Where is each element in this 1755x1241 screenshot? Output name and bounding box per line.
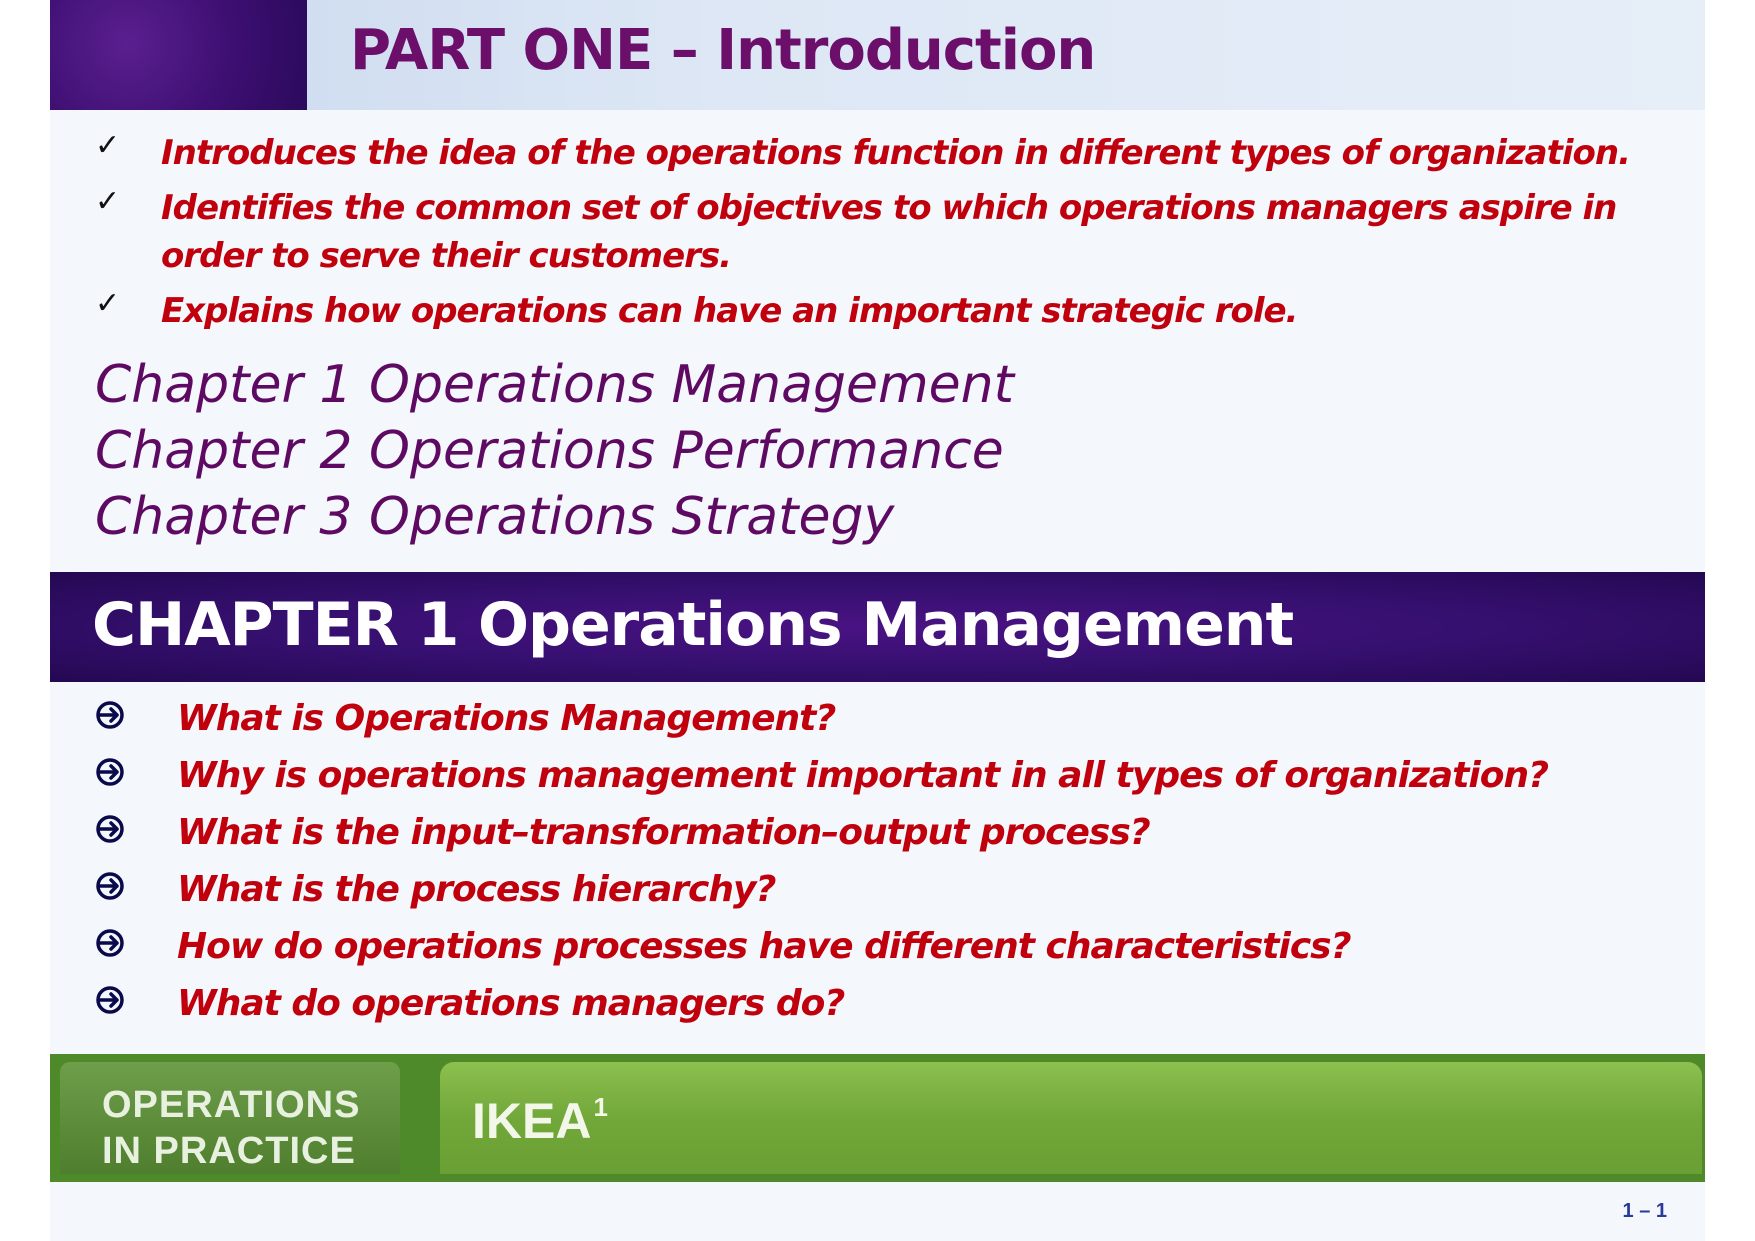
operations-in-practice-title-panel xyxy=(440,1062,1702,1174)
question-text: What is the input–transformation–output process? xyxy=(177,812,1150,853)
chapter-list xyxy=(95,352,1014,550)
question-item xyxy=(95,861,1695,918)
intro-item xyxy=(95,184,1695,280)
footnote-superscript: 1 xyxy=(593,1092,608,1122)
chapter-item: Chapter 1 Operations Management xyxy=(95,355,1014,415)
arrow-right-icon xyxy=(95,985,125,1015)
intro-item xyxy=(95,128,1695,178)
question-item xyxy=(95,804,1695,861)
intro-item-text: Introduces the idea of the operations function in different types of organization. xyxy=(161,133,1630,173)
case-title: IKEA xyxy=(472,1093,592,1149)
operations-in-practice-label xyxy=(102,1082,402,1174)
intro-item xyxy=(95,286,1695,336)
question-text: What do operations managers do? xyxy=(177,983,845,1024)
question-text: What is Operations Management? xyxy=(177,698,836,739)
checkmark-icon: ✓ xyxy=(95,286,121,321)
arrow-right-icon xyxy=(95,700,125,730)
chapter-banner-label: CHAPTER 1 xyxy=(92,590,459,660)
slide xyxy=(50,0,1705,1241)
arrow-right-icon xyxy=(95,757,125,787)
question-item xyxy=(95,690,1695,747)
operations-in-practice-tab xyxy=(60,1062,400,1174)
question-text: How do operations processes have different characteristics? xyxy=(177,926,1351,967)
arrow-right-icon xyxy=(95,871,125,901)
part-title: PART ONE – Introduction xyxy=(350,18,1096,83)
part-header-decoration xyxy=(50,0,307,110)
chapter-banner xyxy=(50,572,1705,682)
operations-in-practice-label-line2: IN PRACTICE xyxy=(102,1130,356,1172)
question-text: What is the process hierarchy? xyxy=(177,869,776,910)
chapter-banner-title: Operations Management xyxy=(478,590,1294,660)
question-item xyxy=(95,918,1695,975)
operations-in-practice-bar xyxy=(50,1054,1705,1182)
arrow-right-icon xyxy=(95,814,125,844)
question-list xyxy=(95,690,1695,1032)
question-item xyxy=(95,975,1695,1032)
intro-item-text: Identifies the common set of objectives to which operations managers aspire in order to serve their customers. xyxy=(161,188,1617,276)
part-header xyxy=(50,0,1705,110)
intro-item-text: Explains how operations can have an important strategic role. xyxy=(161,291,1298,331)
question-item xyxy=(95,747,1695,804)
operations-in-practice-title xyxy=(472,1092,608,1150)
checkmark-icon: ✓ xyxy=(95,184,121,219)
question-text: Why is operations management important in all types of organization? xyxy=(177,755,1548,796)
arrow-right-icon xyxy=(95,928,125,958)
page-number: 1 – 1 xyxy=(1622,1200,1667,1222)
operations-in-practice-label-line1: OPERATIONS xyxy=(102,1084,361,1126)
intro-list xyxy=(95,128,1695,342)
chapter-item: Chapter 2 Operations Performance xyxy=(95,421,1004,481)
checkmark-icon: ✓ xyxy=(95,128,121,163)
chapter-item: Chapter 3 Operations Strategy xyxy=(95,487,895,547)
